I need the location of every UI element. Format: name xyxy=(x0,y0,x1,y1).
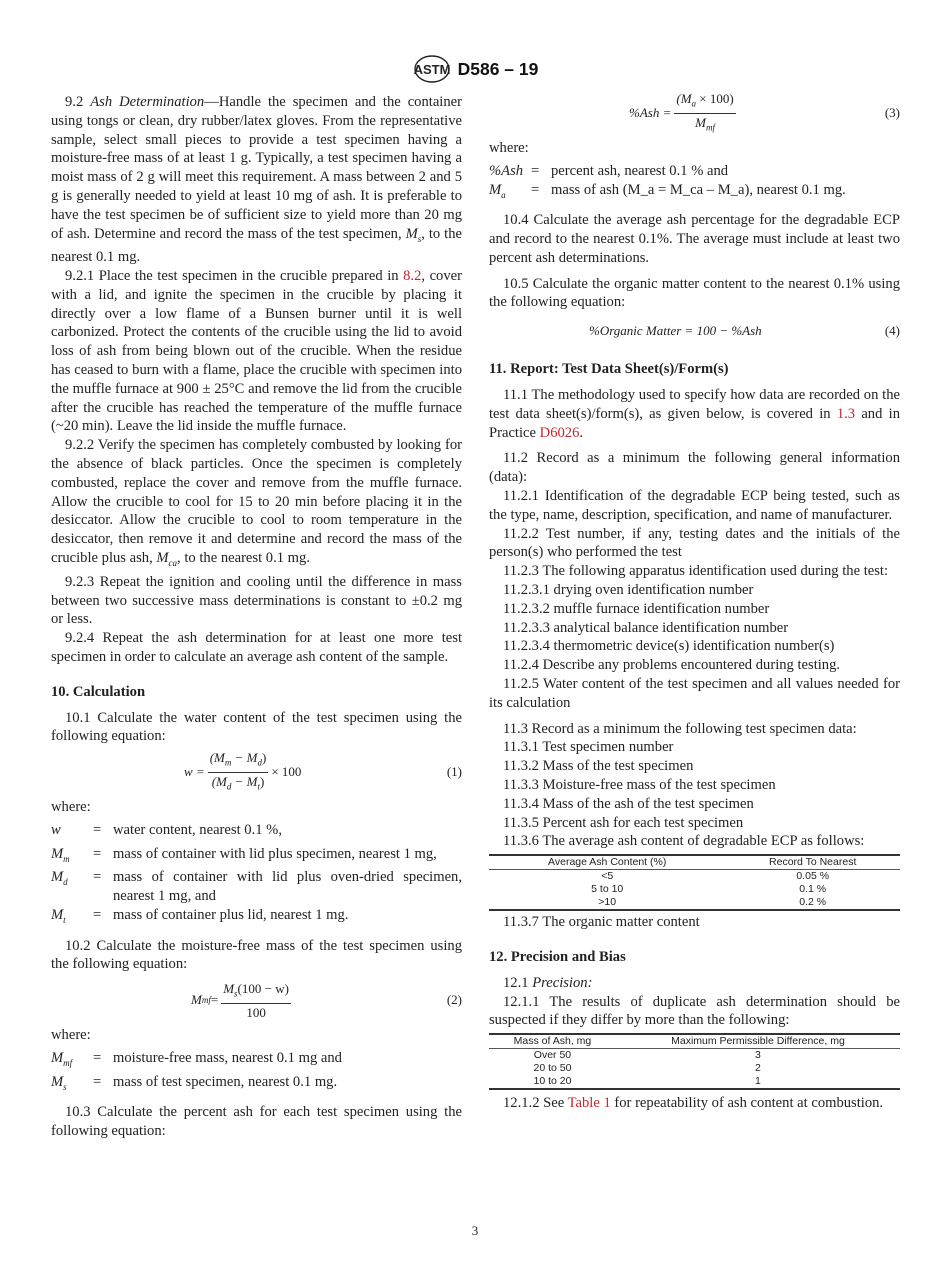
para-12-1-1: 12.1.1 The results of duplicate ash determination should be suspected if they differ by more than the following: xyxy=(489,993,900,1029)
equation-number: (3) xyxy=(884,104,900,120)
para-9-2-2: 9.2.2 Verify the specimen has completely combusted by looking for the absence of black particles. Once the specimen is completely combusted, replace the cover and remove from the muffle furnace. Allow the crucible to cool for 15 to 20 min before placing it in the desiccator. Allow the crucible to cool to room temperature in the desiccator, then remove it and determine and record the mass of the crucible plus ash, $M_{ca}$, to the nearest 0.1 mg. xyxy=(51,437,462,568)
section-11-heading: 11. Report: Test Data Sheet(s)/Form(s) xyxy=(489,361,729,378)
equation-number: (4) xyxy=(884,322,900,338)
definition-item: $M_s$ = mass of test specimen, nearest 0.1 mg. xyxy=(51,1073,338,1092)
equation-3: %Ash = $\frac{(M_a \times 100)}{M_{mf}}$ (3) xyxy=(629,90,900,133)
page-number: 3 xyxy=(471,1223,479,1238)
table-header: Average Ash Content (%) xyxy=(548,856,667,869)
where-label: where: xyxy=(51,1027,91,1044)
para-9-2-4: 9.2.4 Repeat the ash determination for at least one more test specimen in order to calculate an average ash content of the sample. xyxy=(51,630,462,665)
para-11-3: 11.3 Record as a minimum the following test specimen data: xyxy=(503,720,857,737)
table-row: <5 0.05 % xyxy=(601,870,830,883)
definition-item: $M_a$ = mass of ash (M_a = M_ca – M_a), nearest 0.1 mg. xyxy=(489,181,846,200)
table-header: Record To Nearest xyxy=(769,856,857,869)
precision-table xyxy=(489,1033,900,1090)
where-label: where: xyxy=(51,799,91,816)
list-item: 11.2.3.3 analytical balance identification number xyxy=(503,619,789,636)
definition-item: w = water content, nearest 0.1 %, xyxy=(51,821,282,838)
para-12-1: 12.1 Precision: xyxy=(503,974,593,991)
astm-logo-icon xyxy=(412,54,452,84)
document-id: D586 – 19 xyxy=(457,58,539,79)
para-10-2: 10.2 Calculate the moisture-free mass of the test specimen using the following equation: xyxy=(51,937,462,973)
table-header: Maximum Permissible Difference, mg xyxy=(671,1035,845,1048)
definition-item: %Ash = percent ash, nearest 0.1 % and xyxy=(489,162,729,179)
table-row: 20 to 50 2 xyxy=(533,1062,761,1075)
definitions-list xyxy=(51,1049,462,1096)
list-item: 11.3.4 Mass of the ash of the test specimen xyxy=(503,795,754,812)
table-row: 10 to 20 1 xyxy=(489,1075,900,1089)
definitions-list xyxy=(51,821,462,930)
table-row: Over 50 3 xyxy=(533,1049,761,1062)
para-11-2-5: 11.2.5 Water content of the test specimen and all values needed for its calculation xyxy=(489,676,900,711)
link-table-1[interactable]: Table 1 xyxy=(567,1095,611,1112)
para-11-2-1: 11.2.1 Identification of the degradable ECP being tested, such as the type, name, description, specification, and name of manufacturer. xyxy=(489,488,900,523)
list-item: 11.2.3.1 drying oven identification number xyxy=(503,582,754,599)
list-item: 11.3.2 Mass of the test specimen xyxy=(503,758,694,775)
para-11-1: 11.1 The methodology used to specify how data are recorded on the test data sheet(s)/form(s), as given below, is covered in 1.3 and in Practice D6026. xyxy=(489,387,900,441)
definition-item: $M_t$ = mass of container plus lid, nearest 1 mg. xyxy=(51,906,349,925)
list-item: 11.2.3.4 thermometric device(s) identification number(s) xyxy=(503,638,835,655)
list-item: 11.2.3.2 muffle furnace identification number xyxy=(503,600,770,617)
para-9-2-1: 9.2.1 Place the test specimen in the crucible prepared in 8.2, cover with a lid, and ignite the specimen in the crucible by placing it directly over a low flame of a Bunsen burner until it is well carbonized. Protect the contents of the crucible using the lid to avoid loss of ash from being blown out of the crucible. When the residue has ceased to burn with a flame, place the crucible with specimen into the muffle furnace at 900 ± 25°C and remove the lid from the crucible after the crucible has reached the temperature of the muffle furnace (~20 min). Leave the lid inside the muffle furnace. xyxy=(51,268,462,435)
para-11-3-7: 11.3.7 The organic matter content xyxy=(503,914,700,931)
para-11-2-4: 11.2.4 Describe any problems encountered during testing. xyxy=(503,657,841,674)
where-label: where: xyxy=(489,140,529,156)
page-header xyxy=(0,54,950,84)
left-column xyxy=(51,93,462,1141)
para-11-2-3: 11.2.3 The following apparatus identification used during the test: xyxy=(503,563,889,580)
equation-1: w = $\frac{(M_m - M_d)}{(M_d - M_t)}$ × 100 (1) xyxy=(184,750,462,792)
table-row: >10 0.2 % xyxy=(489,896,900,910)
para-11-2-2: 11.2.2 Test number, if any, testing dates and the initials of the person(s) who performed the test xyxy=(489,525,900,561)
para-9-2-3: 9.2.3 Repeat the ignition and cooling until the difference in mass between two successive mass determinations is constant to ±0.2 mg or less. xyxy=(51,573,462,628)
definitions-list xyxy=(489,162,900,205)
equation-2: M mf = $\frac{M_s(100 - w)}{100}$ (2) xyxy=(191,980,462,1020)
definition-item: $M_d$ = mass of container with lid plus oven-dried specimen, nearest 1 mg, and xyxy=(51,869,462,905)
link-8-2[interactable]: 8.2 xyxy=(403,268,422,285)
para-10-1: 10.1 Calculate the water content of the test specimen using the following equation: xyxy=(51,709,462,745)
list-item: 11.3.1 Test specimen number xyxy=(503,739,674,756)
para-12-1-2: 12.1.2 See Table 1 for repeatability of ash content at combustion. xyxy=(503,1095,884,1112)
para-10-3: 10.3 Calculate the percent ash for each test specimen using the following equation: xyxy=(51,1104,462,1140)
right-column xyxy=(489,90,900,1113)
para-10-5: 10.5 Calculate the organic matter content to the nearest 0.1% using the following equation: xyxy=(489,275,900,311)
equation-number: (2) xyxy=(446,991,462,1007)
equation-number: (1) xyxy=(446,763,462,779)
link-1-3[interactable]: 1.3 xyxy=(836,405,856,422)
definition-item: $M_{mf}$ = moisture-free mass, nearest 0.1 mg and xyxy=(51,1050,342,1068)
section-12-heading: 12. Precision and Bias xyxy=(489,949,626,965)
list-item: 11.3.3 Moisture-free mass of the test specimen xyxy=(503,777,776,794)
definition-item: $M_m$ = mass of container with lid plus specimen, nearest 1 mg, xyxy=(51,845,437,864)
ash-content-table xyxy=(489,854,900,911)
para-11-2: 11.2 Record as a minimum the following general information (data): xyxy=(489,450,900,486)
list-item: 11.3.5 Percent ash for each test specimen xyxy=(503,814,744,831)
table-header: Mass of Ash, mg xyxy=(513,1035,592,1048)
para-9-2: 9.2 Ash Determination—Handle the specimen and the container using tongs or clean, dry rubber/latex gloves. From the representative sample, select small pieces to provide a test specimen having a moisture-free mass of at least 1 g. Typically, a test specimen having a moist mass of 2 g will meet this requirement. A mass between 2 and 5 g is generally needed to yield at least 10 mg of ash. It is preferable to have the test specimen be of sufficient size to yield more than 20 mg of ash. Determine and record the mass of the test specimen, $M_s$, to the nearest 0.1 mg. xyxy=(51,94,462,266)
svg-text:ASTM: ASTM xyxy=(413,62,451,77)
table-row: 5 to 10 0.1 % xyxy=(591,883,827,896)
link-d6026[interactable]: D6026 xyxy=(539,424,580,441)
equation-4: %Organic Matter = 100 − %Ash (4) xyxy=(489,318,900,344)
para-11-3-6: 11.3.6 The average ash content of degradable ECP as follows: xyxy=(503,833,865,850)
section-10-heading: 10. Calculation xyxy=(51,683,146,700)
para-10-4: 10.4 Calculate the average ash percentage for the degradable ECP and record to the nearest 0.1%. The average must include at least two percent ash determinations. xyxy=(489,212,900,266)
